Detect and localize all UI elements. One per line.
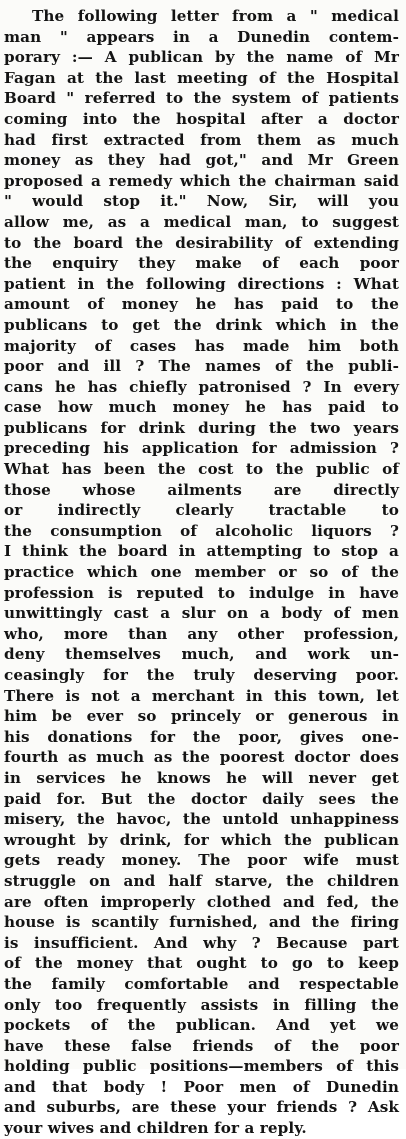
article-line: is insufficient. And why ? Because part	[4, 933, 399, 952]
article-line: patient in the following directions : What	[4, 274, 399, 293]
article-line: majority of cases has made him both	[4, 336, 399, 355]
article-line: money as they had got," and Mr Green	[4, 151, 399, 170]
article-line: holding public positions—members of this	[4, 1057, 399, 1076]
article-line: are often improperly clothed and fed, the	[4, 892, 399, 911]
article-line: paid for. But the doctor daily sees the	[4, 789, 399, 808]
article-line: gets ready money. The poor wife must	[4, 851, 399, 870]
article-line: the consumption of alcoholic liquors ?	[4, 521, 399, 540]
article-line: only too frequently assists in filling the	[4, 995, 399, 1014]
article-line: the enquiry they make of each poor	[4, 254, 399, 273]
article-line: your wives and children for a reply.	[4, 1119, 307, 1138]
article-line: have these false friends of the poor	[4, 1036, 399, 1055]
article-line: allow me, as a medical man, to suggest	[4, 212, 399, 231]
article-line: pockets of the publican. And yet we	[4, 1016, 399, 1035]
article-line: house is scantily furnished, and the firing	[4, 913, 399, 932]
article-line: poor and ill ? The names of the publi-	[4, 357, 399, 376]
article-line: The following letter from a " medical	[32, 7, 399, 25]
article-line: who, more than any other profession,	[4, 624, 399, 643]
article-line: or indirectly clearly tractable to	[4, 501, 399, 520]
article-line: man " appears in a Dunedin contem-	[4, 27, 399, 46]
article-line: proposed a remedy which the chairman said	[4, 171, 399, 190]
article-line: and suburbs, are these your friends ? Ask	[4, 1098, 399, 1117]
article-line: and that body ! Poor men of Dunedin	[4, 1077, 399, 1096]
article-line: profession is reputed to indulge in have	[4, 583, 399, 602]
article-line: in services he knows he will never get	[4, 768, 399, 787]
article-line: the family comfortable and respectable	[4, 974, 399, 993]
article-line: wrought by drink, for which the publican	[4, 830, 399, 849]
article-line: coming into the hospital after a doctor	[4, 109, 399, 128]
article-line: case how much money he has paid to	[4, 398, 399, 417]
article-line: There is not a merchant in this town, let	[4, 686, 399, 705]
article-line: Board " referred to the system of patients	[4, 89, 399, 108]
article-line: those whose ailments are directly	[4, 480, 399, 499]
article-line: struggle on and half starve, the children	[4, 871, 399, 890]
article-line: him be ever so princely or generous in	[4, 707, 399, 726]
article-line: cans he has chiefly patronised ? In every	[4, 377, 399, 396]
article-line: I think the board in attempting to stop a	[4, 542, 399, 561]
article-line: Fagan at the last meeting of the Hospital	[4, 68, 399, 87]
article-line: ceasingly for the truly deserving poor.	[4, 666, 399, 684]
article-line: publicans to get the drink which in the	[4, 315, 399, 334]
article-line: " would stop it." Now, Sir, will you	[4, 192, 399, 211]
article-line: publicans for drink during the two years	[4, 418, 399, 437]
article-line: porary :— A publican by the name of Mr	[4, 48, 399, 67]
article-line: preceding his application for admission ?	[4, 439, 399, 458]
article-line: practice which one member or so of the	[4, 563, 399, 582]
article-line: unwittingly cast a slur on a body of men	[4, 604, 399, 623]
article-line: amount of money he has paid to the	[4, 295, 399, 314]
article-line: What has been the cost to the public of	[4, 460, 399, 479]
article-line: to the board the desirability of extending	[4, 233, 399, 252]
article-line: fourth as much as the poorest doctor does	[4, 748, 399, 767]
article-line: of the money that ought to go to keep	[4, 954, 399, 973]
article-line: misery, the havoc, the untold unhappiness	[4, 810, 399, 829]
article-line: his donations for the poor, gives one-	[4, 727, 399, 746]
article-column	[4, 6, 399, 1139]
article-line: had first extracted from them as much	[4, 130, 399, 149]
article-line: deny themselves much, and work un-	[4, 645, 399, 664]
